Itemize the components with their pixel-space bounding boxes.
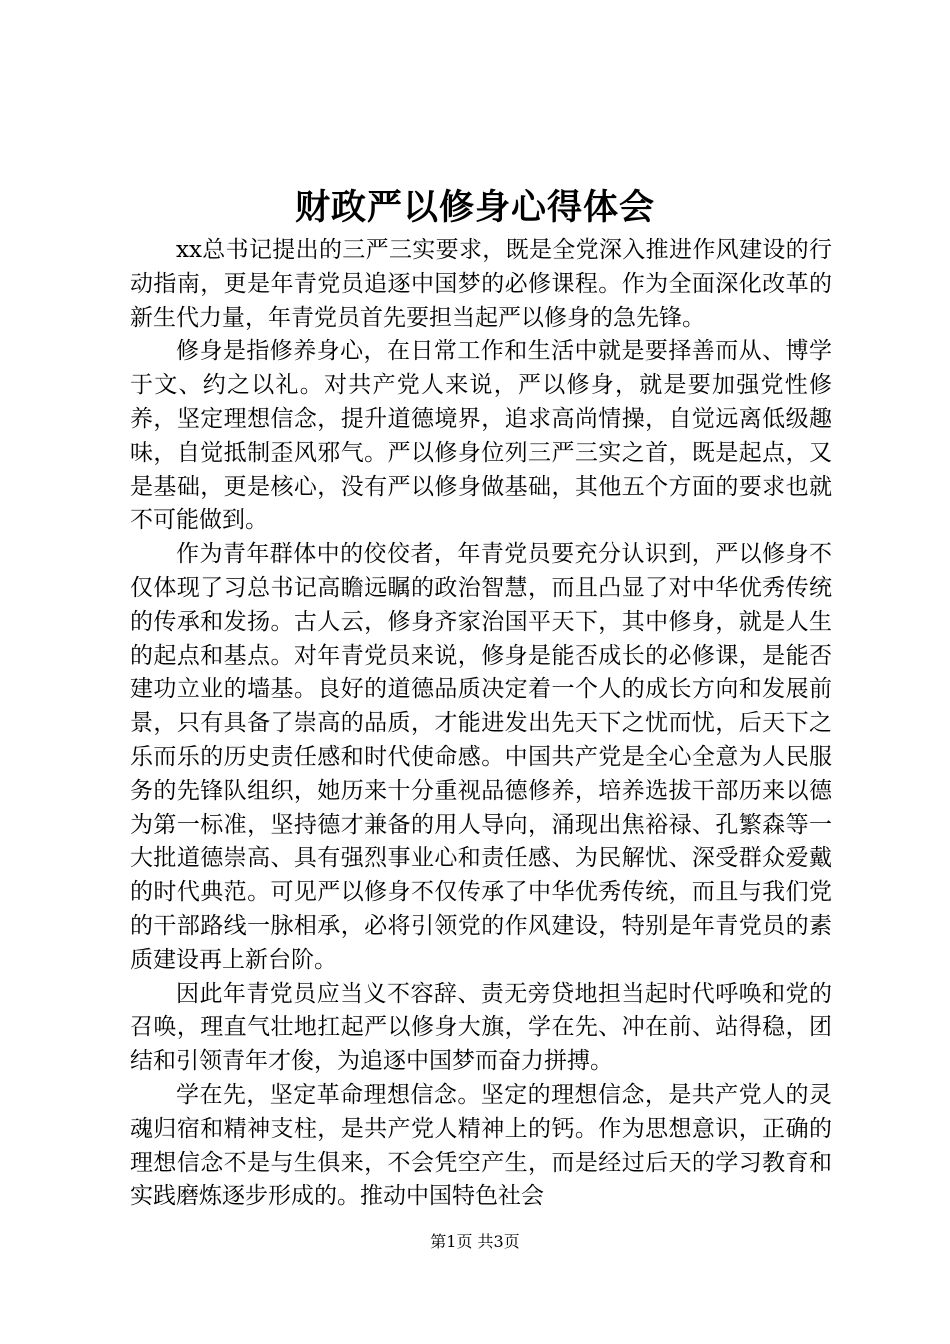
paragraph-2: 修身是指修养身心，在日常工作和生活中就是要择善而从、博学于文、约之以礼。对共产党人来说，严以修身，就是要加强党性修养，坚定理想信念，提升道德境界，追求高尚情操，自觉远离低级趣味，自觉抵制歪风邪气。严以修身位列三严三实之首，既是起点，又是基础，更是核心，没有严以修身做基础，其他五个方面的要求也就不可能做到。: [130, 338, 832, 534]
paragraph-3: 作为青年群体中的佼佼者，年青党员要充分认识到，严以修身不仅体现了习总书记高瞻远瞩的政治智慧，而且凸显了对中华优秀传统的传承和发扬。古人云，修身齐家治国平天下，其中修身，就是人生的起点和基点。对年青党员来说，修身是能否成长的必修课，是能否建功立业的墙基。良好的道德品质决定着一个人的成长方向和发展前景，只有具备了崇高的品质，才能进发出先天下之忧而忧，后天下之乐而乐的历史责任感和时代使命感。中国共产党是全心全意为人民服务的先锋队组织，她历来十分重视品德修养，培养选拔干部历来以德为第一标准，坚持德才兼备的用人导向，涌现出焦裕禄、孔繁森等一大批道德崇高、具有强烈事业心和责任感、为民解忧、深受群众爱戴的时代典范。可见严以修身不仅传承了中华优秀传统，而且与我们党的干部路线一脉相承，必将引领党的作风建设，特别是年青党员的素质建设再上新台阶。: [130, 541, 832, 973]
page-footer: 第1页 共3页: [430, 1232, 520, 1251]
document-title: 财政严以修身心得体会: [294, 187, 655, 228]
paragraph-4: 因此年青党员应当义不容辞、责无旁贷地担当起时代呼唤和党的召唤，理直气壮地扛起严以修身大旗，学在先、冲在前、站得稳，团结和引领青年才俊，为追逐中国梦而奋力拼搏。: [130, 980, 832, 1075]
document-body: [130, 234, 832, 1214]
paragraph-5: 学在先，坚定革命理想信念。坚定的理想信念，是共产党人的灵魂归宿和精神支柱，是共产党人精神上的钙。作为思想意识，正确的理想信念不是与生俱来，不会凭空产生，而是经过后天的学习教育和实践磨炼逐步形成的。推动中国特色社会: [130, 1081, 832, 1210]
paragraph-1: xx总书记提出的三严三实要求，既是全党深入推进作风建设的行动指南，更是年青党员追逐中国梦的必修课程。作为全面深化改革的新生代力量，年青党员首先要担当起严以修身的急先锋。: [130, 237, 832, 331]
